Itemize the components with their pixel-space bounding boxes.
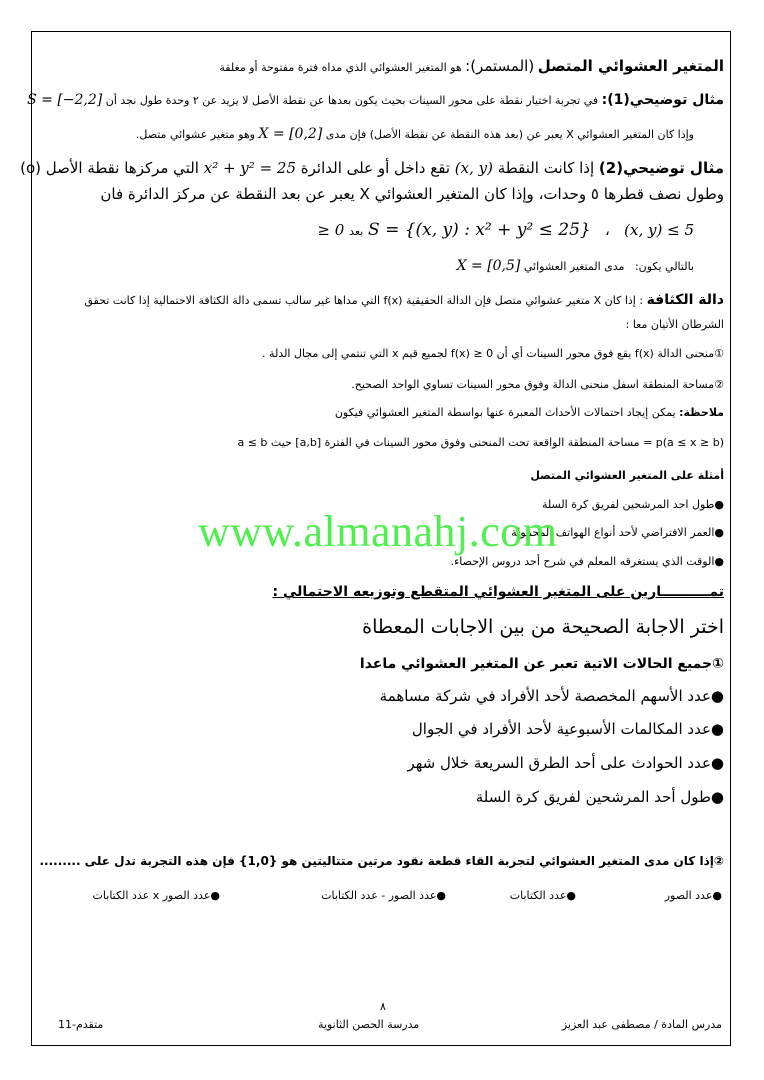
example2-cond-pre: 0 ≤ bbox=[317, 221, 345, 239]
continuous-variable-definition bbox=[40, 58, 724, 76]
example2-range-formula: X = [0,5] bbox=[456, 258, 521, 274]
section-title: المتغير العشوائي المتصل bbox=[537, 57, 724, 75]
example1-line1 bbox=[27, 92, 724, 109]
exercises-instruction: اختر الاجابة الصحيحة من بين الاجابات المعطاة bbox=[362, 616, 724, 638]
example1-line2-post: وهو متغير عشوائي متصل. bbox=[135, 128, 255, 141]
note-label: ملاحظة: bbox=[679, 406, 724, 419]
example2-line2: وطول نصف قطرها ٥ وحدات، وإذا كان المتغير العشوائي X يعبر عن بعد النقطة عن مركز الدائرة فان bbox=[100, 185, 724, 203]
example2-cond-word: بعد bbox=[349, 225, 364, 238]
question-2-option: ●عدد الصور - عدد الكتابات bbox=[321, 889, 446, 902]
example1-line2-formula: X = [0,2] bbox=[258, 126, 323, 142]
density-line1 bbox=[40, 292, 724, 309]
examples-item: ●العمر الافتراضي لأحد أنواع الهواتف المحمولة bbox=[511, 526, 724, 539]
example2-label: مثال توضيحي(2) bbox=[598, 159, 724, 177]
example2-point: (x, y) bbox=[454, 159, 493, 177]
question-2: ②إذا كان مدى المتغير العشوائي لتجربة القاء قطعة نقود مرتين متتاليتين هو {1,0} فإن هذه التجربة تدل على ......... bbox=[39, 854, 724, 868]
example2-separator: ، bbox=[605, 221, 610, 239]
example2-set-line bbox=[40, 222, 694, 240]
note-formula: p(a ≤ x ≥ b) = مساحة المنطقة الواقعة تحت المنحنى وفوق محور السينات في الفترة [a,b] حيث a ≤ b bbox=[237, 436, 724, 449]
question-2-option: ●عدد الصور bbox=[664, 889, 722, 902]
density-condition-1: ①منحنى الدالة f(x) يقع فوق محور السينات أي أن f(x) ≥ 0 لجميع قيم x التي تنتمي إلى مجال الدلة . bbox=[262, 347, 724, 360]
page-number: ٨ bbox=[380, 1000, 386, 1013]
note-text: يمكن إيجاد احتمالات الأحداث المعبرة عنها بواسطة المتغير العشوائي فيكون bbox=[334, 406, 676, 419]
question-2-option: ●عدد الكتابات bbox=[509, 889, 576, 902]
example2-range-label: بالتالي يكون: bbox=[634, 260, 694, 273]
question-1-option: ●عدد الحوادث على أحد الطرق السريعة خلال شهر bbox=[407, 754, 724, 772]
example1-formula: S = [−2,2] bbox=[27, 92, 103, 108]
examples-item: ●طول احد المرشحين لفريق كرة السلة bbox=[541, 498, 724, 511]
question-1: ①جميع الحالات الاتية تعبر عن المتغير العشوائي ماعدا bbox=[359, 656, 724, 672]
example2-text-b: تقع داخل أو على الدائرة bbox=[300, 159, 450, 177]
footer-teacher: مدرس المادة / مصطفى عبد العزيز bbox=[561, 1018, 722, 1031]
example2-line1 bbox=[20, 159, 724, 177]
examples-title: أمثلة على المتغير العشوائي المتصل bbox=[530, 469, 724, 482]
example2-text-c: التي مركزها نقطة الأصل (o) bbox=[20, 159, 199, 177]
density-line2: الشرطان الأتيان معا : bbox=[625, 318, 724, 331]
example2-text-a: إذا كانت النقطة bbox=[497, 159, 595, 177]
example2-range-text: مدى المتغير العشوائي bbox=[523, 260, 625, 273]
question-2-option: ●عدد الصور x عدد الكتابات bbox=[92, 889, 220, 902]
example2-circle: x² + y² = 25 bbox=[203, 159, 296, 177]
watermark: www.almanahj.com bbox=[198, 507, 558, 556]
question-1-option: ●عدد المكالمات الأسبوعية لأحد الأفراد في الجوال bbox=[411, 720, 724, 738]
example2-set: S = {(x, y) : x² + y² ≤ 25} bbox=[368, 220, 591, 240]
question-1-option: ●عدد الأسهم المخصصة لأحد الأفراد في شركة مساهمة bbox=[379, 687, 724, 705]
example1-line2-pre: وإذا كان المتغير العشوائي X يعبر عن (بعد هذه النقطة عن نقطة الأصل) فإن مدى bbox=[325, 128, 694, 141]
example2-range-line bbox=[40, 258, 694, 275]
question-1-option: ●طول أحد المرشحين لفريق كرة السلة bbox=[475, 788, 724, 806]
example2-cond-post: (x, y) ≤ 5 bbox=[624, 221, 694, 239]
section-title-paren: (المستمر): bbox=[465, 57, 535, 75]
exercises-title: تمــــــــــارين على المتغير العشوائي المتقطع وتوزيعه الاحتمالي : bbox=[272, 584, 724, 600]
examples-item: ●الوقت الذي يستغرقه المعلم في شرح أحد دروس الإحصاء. bbox=[450, 555, 724, 568]
density-text: : إذا كان X متغير عشوائي متصل فإن الدالة الحقيقية f(x) التي مداها غير سالب تسمى دالة الكثافة الاحتمالية إذا كانت تحقق bbox=[84, 294, 644, 307]
density-label: دالة الكثافة bbox=[646, 292, 724, 308]
footer-school: مدرسة الحصن الثانوية bbox=[318, 1018, 420, 1031]
example1-line2 bbox=[40, 126, 694, 143]
note-line bbox=[40, 405, 724, 421]
example1-label: مثال توضيحي(1): bbox=[601, 92, 724, 108]
definition-text: هو المتغير العشوائي الذي مداه فترة مفتوحة أو مغلقة bbox=[219, 61, 462, 74]
density-condition-2: ②مساحة المنطقة اسفل منحنى الدالة وفوق محور السينات تساوي الواحد الصحيح. bbox=[351, 378, 724, 391]
footer-grade: 11-متقدم bbox=[58, 1018, 104, 1031]
example1-text: في تجربة اختيار نقطة على محور السينات بحيث يكون بعدها عن نقطة الأصل لا يزيد عن ٢ وحدة طول نجد أن bbox=[105, 94, 599, 107]
